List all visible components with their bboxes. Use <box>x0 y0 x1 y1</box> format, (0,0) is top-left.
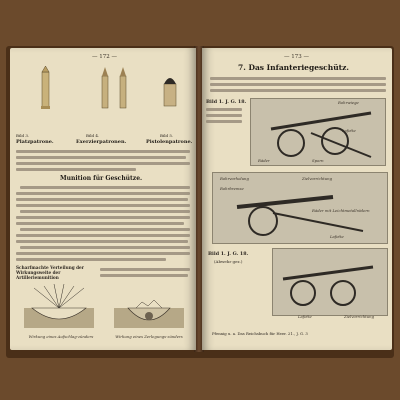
photo3-subcaption: (Abwehr gez.) <box>214 259 243 264</box>
fig3-caption: Bild 3. <box>16 133 30 138</box>
gun-drawing-2 <box>237 197 363 235</box>
text-line <box>16 240 188 243</box>
text-line <box>210 89 386 92</box>
impact-fuze-diagram <box>24 284 94 328</box>
left-page-number: — 172 — <box>92 54 117 60</box>
diagram-caption-left: Wirkung eines Aufschlag-zünders <box>28 334 94 339</box>
text-line <box>20 186 190 189</box>
photo1-label: Sporn <box>312 158 324 163</box>
fig5-title: Pistolenpatrone. <box>146 139 193 145</box>
photo2-label: Räder mit Leichtmetallrädern <box>312 208 370 213</box>
gun-drawing-1 <box>271 113 371 157</box>
photo1-label: Räder <box>258 158 270 163</box>
text-line <box>210 77 386 80</box>
blank-cartridge-drawing <box>41 66 50 109</box>
text-line <box>16 252 190 255</box>
text-line <box>16 150 190 153</box>
fig3-title: Platzpatrone. <box>16 139 54 145</box>
text-line <box>16 198 188 201</box>
section-heading: Munition für Geschütze. <box>60 175 143 182</box>
drill-cartridge-drawings <box>102 67 126 108</box>
text-line <box>100 274 188 277</box>
photo2-label: Zielvorrichtung <box>302 176 333 181</box>
text-line <box>16 204 190 207</box>
text-line <box>16 222 184 225</box>
gun-photo-1 <box>250 98 386 166</box>
right-page-number: — 173 — <box>284 54 309 60</box>
text-line <box>20 210 190 213</box>
text-line <box>16 192 190 195</box>
gun-drawing-3 <box>283 267 373 305</box>
text-line <box>206 108 242 111</box>
photo1-label: Lafette <box>342 128 356 133</box>
photo2-label: Rohrbremse <box>220 186 244 191</box>
diagram-subheading: Scharfmachte Verteilung der Wirkungsweite der Artilleriemunition <box>16 265 84 280</box>
pistol-cartridge-drawing <box>164 78 176 106</box>
photo2-label: Lafette <box>330 234 344 239</box>
text-line <box>16 216 190 219</box>
gun-photo-3 <box>272 248 388 316</box>
text-line <box>20 228 190 231</box>
text-line <box>16 162 190 165</box>
cartridge-figures <box>28 66 188 130</box>
text-line <box>16 234 190 237</box>
photo1-caption: Bild 1. J. G. 18. <box>206 99 247 105</box>
delay-fuze-diagram <box>114 300 184 328</box>
explosion-diagrams <box>24 284 184 332</box>
text-line <box>206 114 242 117</box>
text-line <box>16 258 166 261</box>
fig4-title: Exerzierpatronen. <box>76 139 127 145</box>
diagram-caption-right: Wirkung eines Zerlegungs-zünders <box>115 334 183 339</box>
photo1-label: Rohrwiege <box>338 100 359 105</box>
chapter-title: 7. Das Infanteriegeschütz. <box>238 63 349 72</box>
text-line <box>16 156 186 159</box>
page-footer: Pfennig u. a. Das Reichsbuch für Heer. 21., J. G. 3 <box>212 331 308 336</box>
photo2-label: Rohrvorholung <box>220 176 249 181</box>
text-line <box>206 120 242 123</box>
text-line <box>210 83 386 86</box>
fig5-caption: Bild 5. <box>160 133 174 138</box>
fig4-caption: Bild 4. <box>86 133 100 138</box>
photo3-caption: Bild 1. J. G. 18. <box>208 251 249 257</box>
left-page <box>10 48 196 350</box>
text-line <box>16 168 136 171</box>
text-line <box>100 268 190 271</box>
photo3-label: Lafette <box>298 314 312 319</box>
text-line <box>20 246 190 249</box>
photo3-label: Zielvorrichtung <box>344 314 375 319</box>
right-page <box>202 48 392 350</box>
